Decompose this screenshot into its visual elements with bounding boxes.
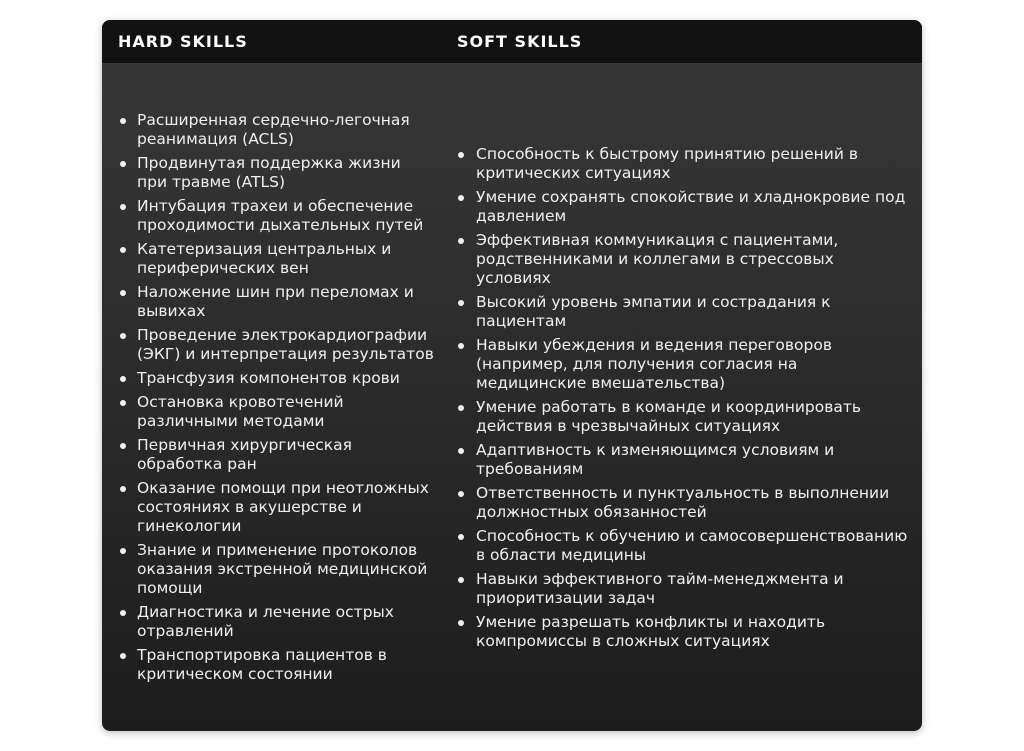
hard-skill-item: Проведение электрокардиографии (ЭКГ) и интерпретация результатов xyxy=(102,326,440,364)
hard-skill-item: Первичная хирургическая обработка ран xyxy=(102,436,440,474)
table-header xyxy=(102,20,922,64)
soft-skill-item: Умение работать в команде и координировать действия в чрезвычайных ситуациях xyxy=(440,398,922,436)
hard-skill-item: Продвинутая поддержка жизни при травме (ATLS) xyxy=(102,154,440,192)
soft-skill-item: Адаптивность к изменяющимся условиям и требованиям xyxy=(440,441,922,479)
hard-skill-item: Диагностика и лечение острых отравлений xyxy=(102,603,440,641)
hard-skill-item: Катетеризация центральных и периферических вен xyxy=(102,240,440,278)
soft-skill-item: Способность к быстрому принятию решений в критических ситуациях xyxy=(440,145,922,183)
hard-skill-item: Трансфузия компонентов крови xyxy=(102,369,440,388)
soft-skills-title: SOFT SKILLS xyxy=(457,32,583,51)
skills-table xyxy=(102,20,922,731)
soft-skill-item: Навыки убеждения и ведения переговоров (например, для получения согласия на медицинские вмешательства) xyxy=(440,336,922,393)
hard-skill-item: Интубация трахеи и обеспечение проходимости дыхательных путей xyxy=(102,197,440,235)
soft-skill-item: Умение сохранять спокойствие и хладнокровие под давлением xyxy=(440,188,922,226)
soft-skill-item: Умение разрешать конфликты и находить компромиссы в сложных ситуациях xyxy=(440,613,922,651)
hard-skill-item: Наложение шин при переломах и вывихах xyxy=(102,283,440,321)
hard-skill-item: Остановка кровотечений различными методами xyxy=(102,393,440,431)
soft-skill-item: Эффективная коммуникация с пациентами, родственниками и коллегами в стрессовых условиях xyxy=(440,231,922,288)
soft-skill-item: Навыки эффективного тайм-менеджмента и приоритизации задач xyxy=(440,570,922,608)
hard-skills-title: HARD SKILLS xyxy=(118,32,248,51)
soft-skill-item: Способность к обучению и самосовершенствованию в области медицины xyxy=(440,527,922,565)
hard-skill-item: Расширенная сердечно-легочная реанимация (ACLS) xyxy=(102,111,440,149)
hard-skill-item: Оказание помощи при неотложных состояниях в акушерстве и гинекологии xyxy=(102,479,440,536)
soft-skill-item: Высокий уровень эмпатии и сострадания к пациентам xyxy=(440,293,922,331)
hard-skill-item: Транспортировка пациентов в критическом состоянии xyxy=(102,646,440,684)
soft-skills-list xyxy=(440,145,922,651)
soft-skills-column xyxy=(440,64,922,731)
hard-skills-column xyxy=(102,64,440,731)
soft-skill-item: Ответственность и пунктуальность в выполнении должностных обязанностей xyxy=(440,484,922,522)
hard-skills-list xyxy=(102,111,440,684)
hard-skill-item: Знание и применение протоколов оказания экстренной медицинской помощи xyxy=(102,541,440,598)
